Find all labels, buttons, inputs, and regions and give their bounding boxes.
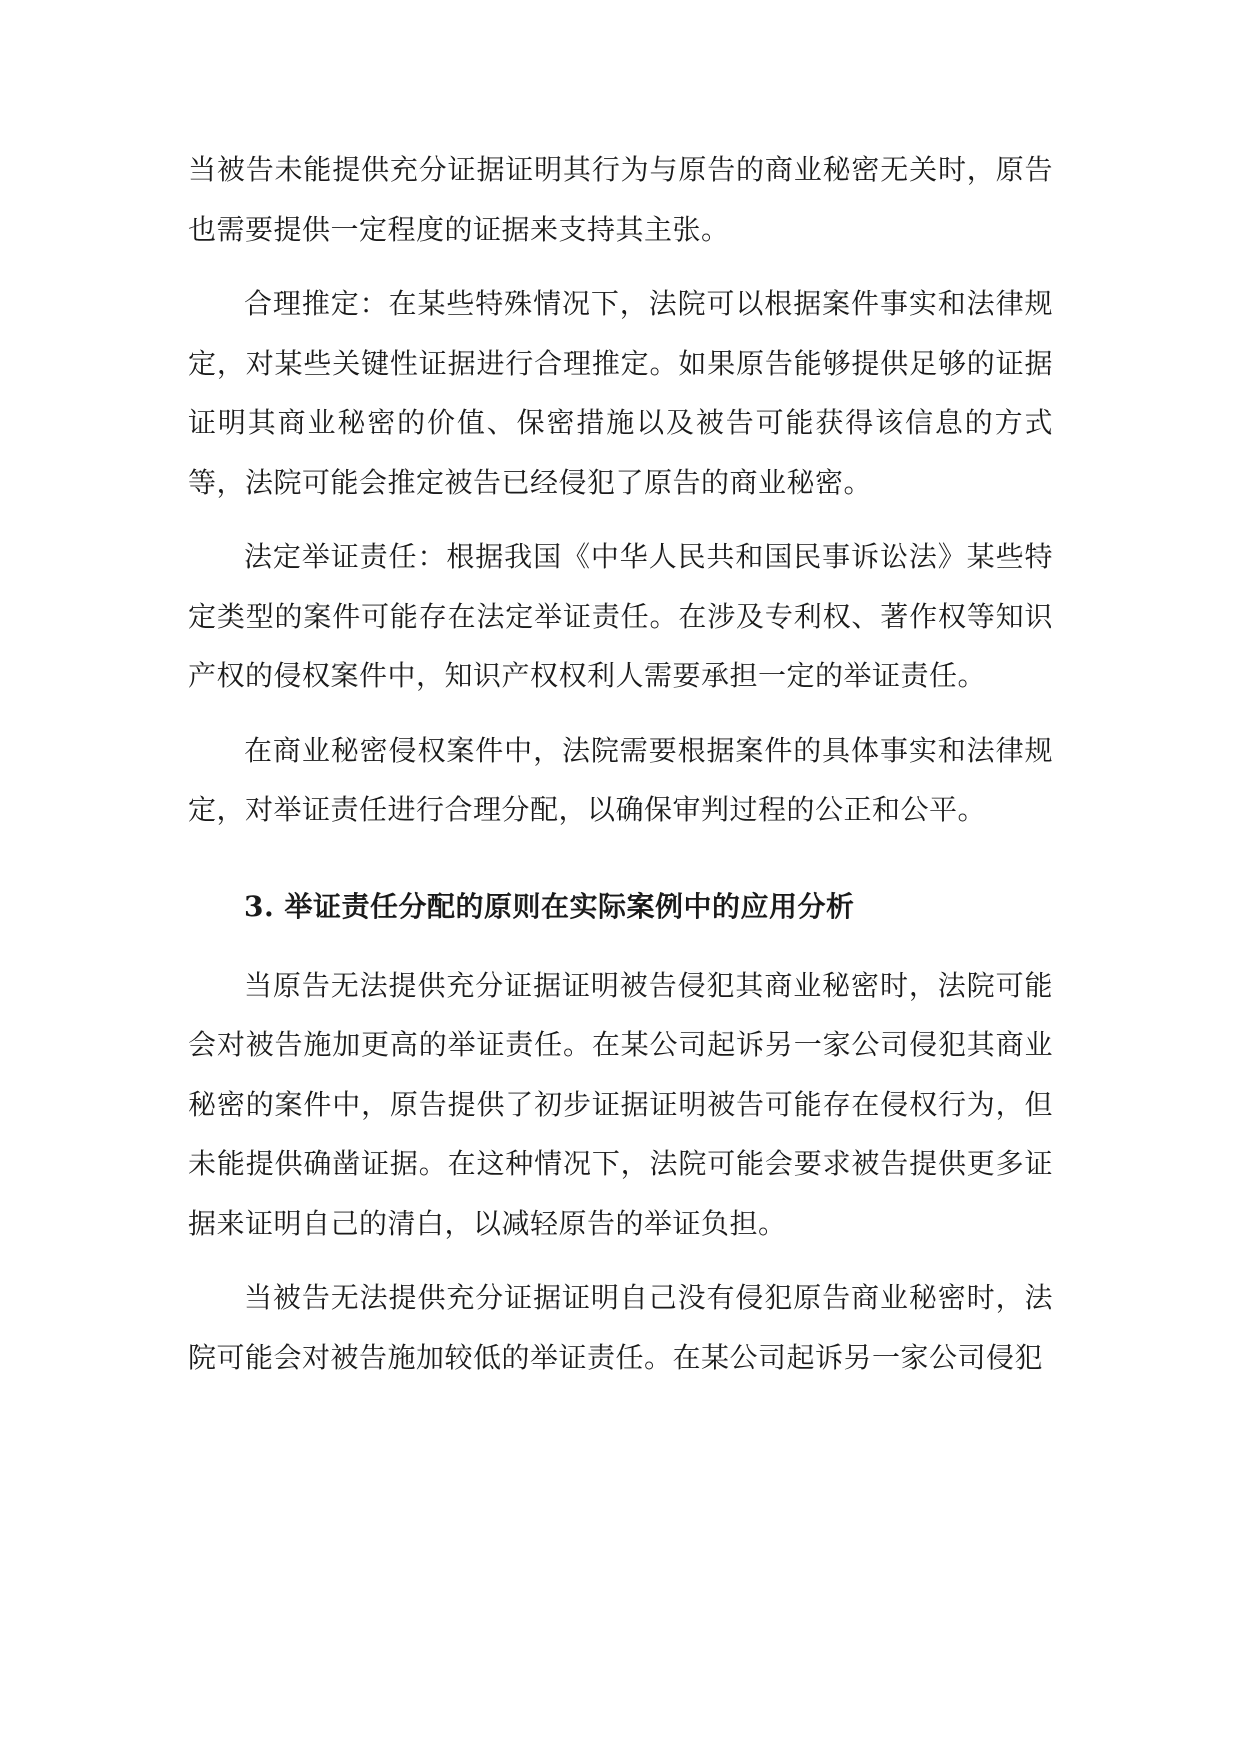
paragraph-allocation-summary: 在商业秘密侵权案件中，法院需要根据案件的具体事实和法律规定，对举证责任进行合理分配，以确保审判过程的公正和公平。 [188,733,1053,826]
section-heading: 3. 举证责任分配的原则在实际案例中的应用分析 [244,889,855,923]
paragraph-reasonable-presumption: 合理推定：在某些特殊情况下，法院可以根据案件事实和法律规定，对某些关键性证据进行合理推定。如果原告能够提供足够的证据证明其商业秘密的价值、保密措施以及被告可能获得该信息的方式等，法院可能会推定被告已经侵犯了原告的商业秘密。 [188,287,1053,499]
paragraph-continuation: 当被告未能提供充分证据证明其行为与原告的商业秘密无关时，原告也需要提供一定程度的证据来支持其主张。 [188,153,1053,246]
paragraph-statutory-burden: 法定举证责任：根据我国《中华人民共和国民事诉讼法》某些特定类型的案件可能存在法定举证责任。在涉及专利权、著作权等知识产权的侵权案件中，知识产权权利人需要承担一定的举证责任。 [188,540,1053,692]
document-body [188,140,1053,1387]
paragraph-plaintiff-insufficient-evidence: 当原告无法提供充分证据证明被告侵犯其商业秘密时，法院可能会对被告施加更高的举证责任。在某公司起诉另一家公司侵犯其商业秘密的案件中，原告提供了初步证据证明被告可能存在侵权行为，但未能提供确凿证据。在这种情况下，法院可能会要求被告提供更多证据来证明自己的清白，以减轻原告的举证负担。 [188,968,1053,1240]
paragraph-defendant-insufficient-evidence: 当被告无法提供充分证据证明自己没有侵犯原告商业秘密时，法院可能会对被告施加较低的举证责任。在某公司起诉另一家公司侵犯 [188,1281,1053,1374]
